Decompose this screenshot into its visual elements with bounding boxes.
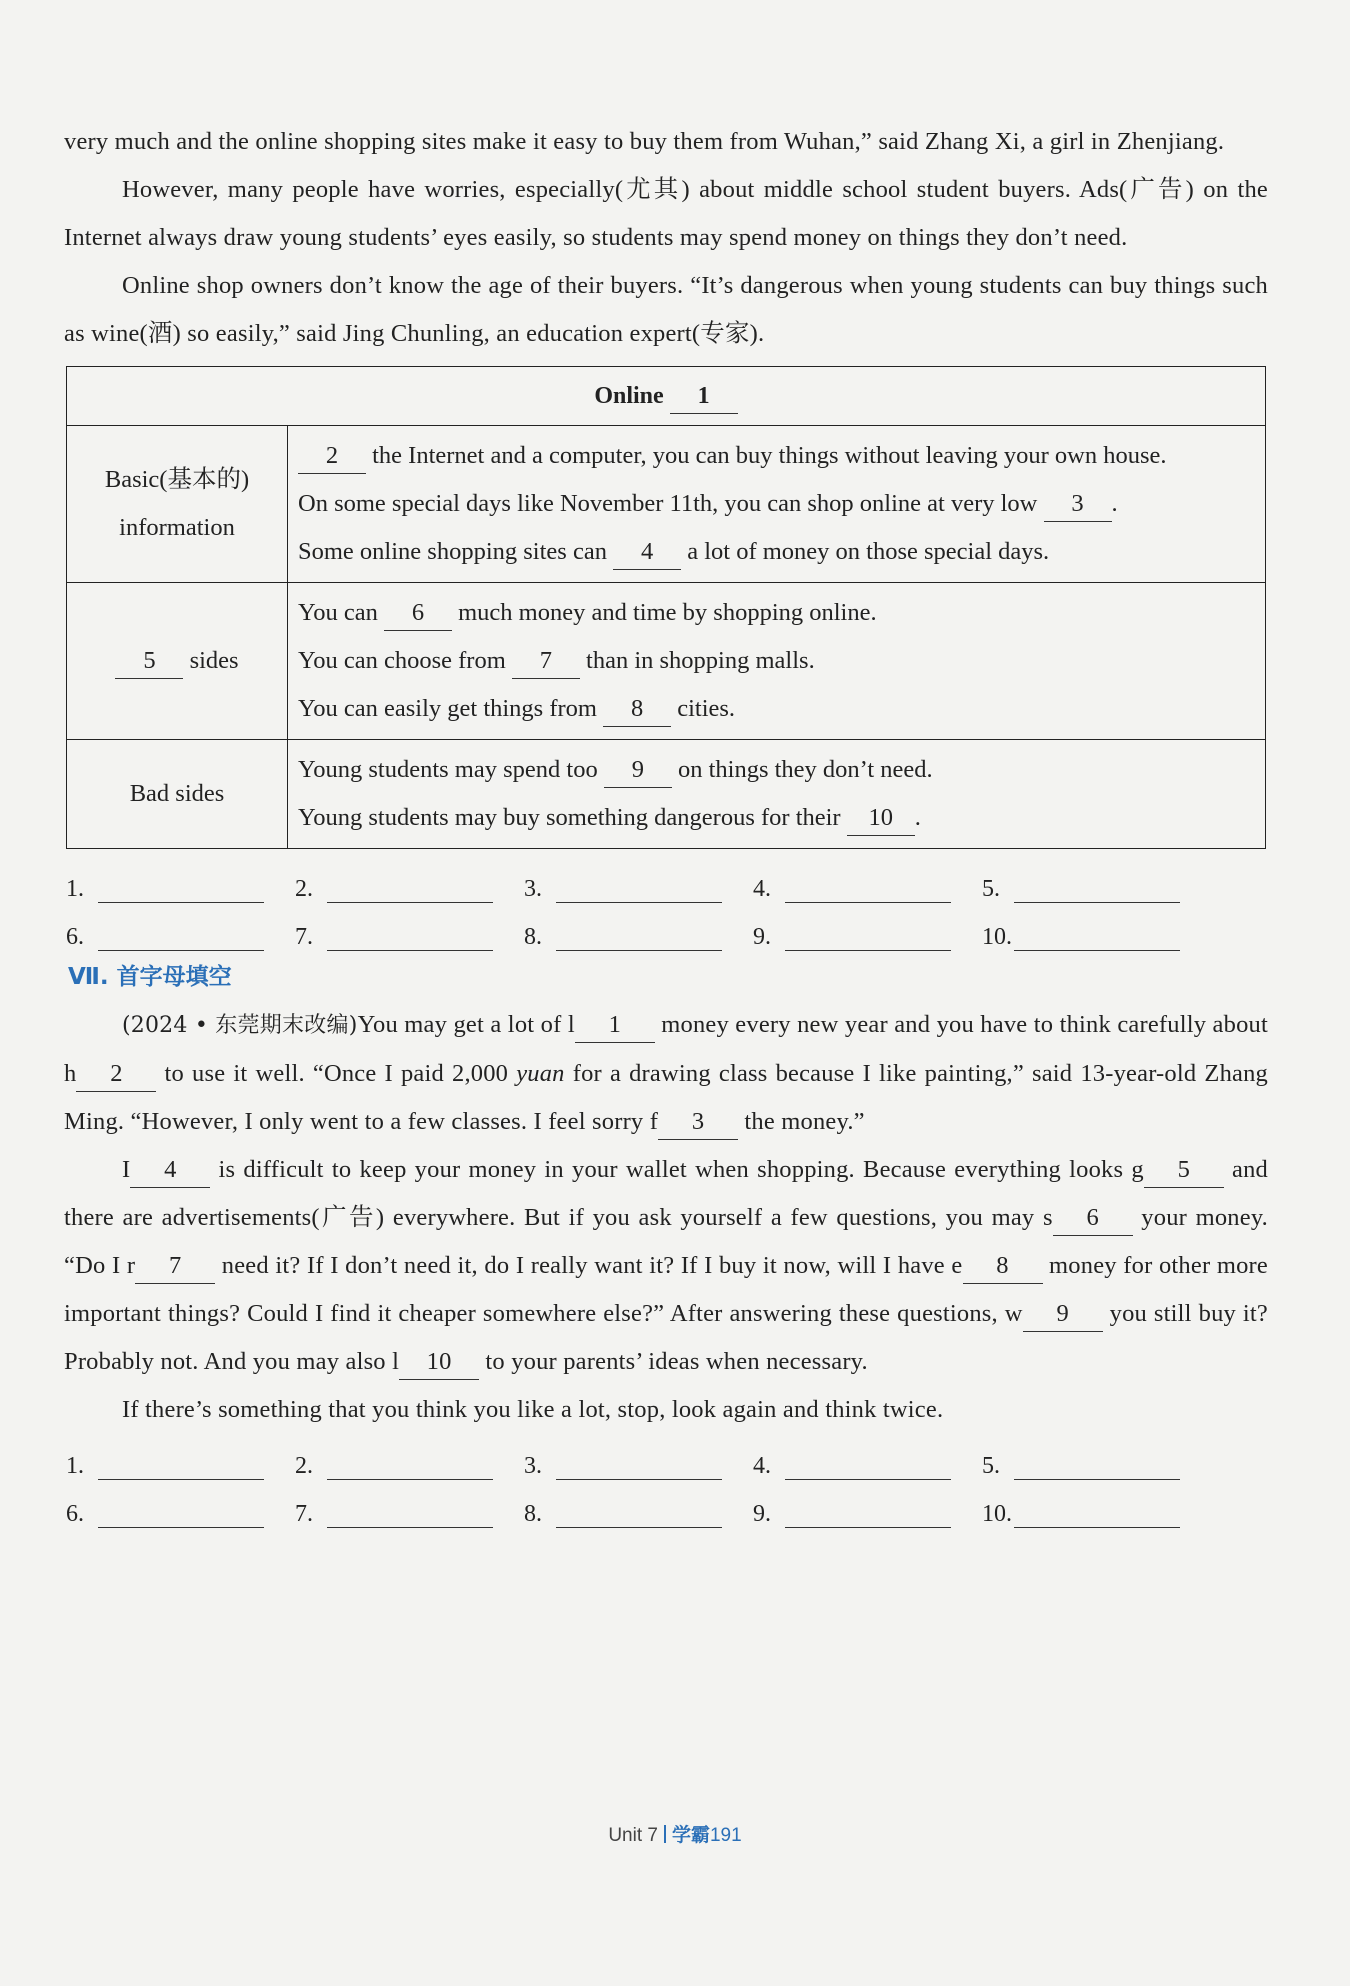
answer-lines-table (66, 861, 1268, 951)
blank-10: 10 (847, 801, 915, 836)
footer-divider (664, 1825, 666, 1843)
answer-slot[interactable]: 8. (524, 909, 753, 951)
page-number: 191 (709, 1825, 742, 1846)
table-row-basic (67, 426, 1266, 583)
table-line: 2 the Internet and a computer, you can buy things without leaving your own house. (298, 432, 1255, 480)
table-row-bad (67, 740, 1266, 849)
table-line: You can 6 much money and time by shopping online. (298, 589, 1255, 637)
section-7-paragraph-1: (2024 • 东莞期末改编)You may get a lot of l 1 money every new year and you have to think carefully about h 2 to use it well. “Once I paid 2,000 yuan for a drawing class because I like painting,” said 13-year-old Zhang Ming. “However, I only went to a few classes. I feel sorry f 3 the money.” (64, 1001, 1268, 1146)
summary-table (66, 366, 1266, 849)
blank-s10: 10 (399, 1345, 479, 1380)
passage-paragraph-2: However, many people have worries, especially(尤其) about middle school student buyers. Ads(广告) on the Internet always draw young students’ eyes easily, so students may spend money on things they don’t need. (64, 176, 1268, 251)
answer-slot[interactable]: 4. (753, 861, 982, 903)
passage-paragraph-3: Online shop owners don’t know the age of their buyers. “It’s dangerous when young students can buy things such as wine(酒) so easily,” said Jing Chunling, an education expert(专家). (64, 272, 1268, 347)
section-7-paragraph-2: I 4 is difficult to keep your money in your wallet when shopping. Because everything looks g 5 and there are advertisements(广告) everywhere. But if you ask yourself a few questions, you may s 6 your money. “Do I r 7 need it? If I don’t need it, do I really want it? If I buy it now, will I have e 8 money for other more important things? Could I find it cheaper somewhere else?” After answering these questions, w 9 you still buy it? Probably not. And you may also l 10 to your parents’ ideas when necessary. (64, 1146, 1268, 1386)
blank-4: 4 (613, 535, 681, 570)
answer-slot[interactable]: 9. (753, 1486, 982, 1528)
blank-s1: 1 (575, 1008, 655, 1043)
answer-slot[interactable]: 2. (295, 1438, 524, 1480)
answer-slot[interactable]: 8. (524, 1486, 753, 1528)
row-label-good: 5 sides (67, 583, 288, 740)
row-content-basic (288, 426, 1266, 583)
table-title (67, 367, 1266, 426)
table-line: You can easily get things from 8 cities. (298, 685, 1255, 733)
answer-slot[interactable]: 6. (66, 909, 295, 951)
answer-slot[interactable]: 9. (753, 909, 982, 951)
blank-7: 7 (512, 644, 580, 679)
page-footer (0, 1820, 1350, 1847)
answer-slot[interactable]: 3. (524, 861, 753, 903)
source-note: (2024 • 东莞期末改编) (122, 1013, 358, 1038)
table-row-good (67, 583, 1266, 740)
row-label-basic: Basic(基本的) information (67, 426, 288, 583)
answer-slot[interactable]: 1. (66, 1438, 295, 1480)
table-line: Young students may spend too 9 on things they don’t need. (298, 746, 1255, 794)
unit-label: Unit 7 (608, 1825, 658, 1846)
answer-slot[interactable]: 7. (295, 1486, 524, 1528)
answer-slot[interactable]: 7. (295, 909, 524, 951)
table-title-text: Online (594, 382, 664, 409)
blank-6: 6 (384, 596, 452, 631)
table-line: Some online shopping sites can 4 a lot of money on those special days. (298, 528, 1255, 576)
table-line: Young students may buy something dangerous for their 10 . (298, 794, 1255, 842)
blank-s8: 8 (963, 1249, 1043, 1284)
answer-slot[interactable]: 5. (982, 1438, 1211, 1480)
blank-9: 9 (604, 753, 672, 788)
answer-slot[interactable]: 3. (524, 1438, 753, 1480)
answer-slot[interactable]: 1. (66, 861, 295, 903)
answer-slot[interactable]: 2. (295, 861, 524, 903)
blank-s6: 6 (1053, 1201, 1133, 1236)
answer-slot[interactable]: 5. (982, 861, 1211, 903)
blank-s5: 5 (1144, 1153, 1224, 1188)
answer-lines-section-7 (66, 1438, 1268, 1528)
brand-logo: 学霸 (671, 1825, 710, 1846)
table-line: You can choose from 7 than in shopping malls. (298, 637, 1255, 685)
section-7-paragraph-3: If there’s something that you think you like a lot, stop, look again and think twice. (122, 1396, 944, 1423)
answer-slot[interactable]: 10. (982, 909, 1211, 951)
blank-2: 2 (298, 439, 366, 474)
answer-slot[interactable]: 6. (66, 1486, 295, 1528)
blank-s9: 9 (1023, 1297, 1103, 1332)
table-line: On some special days like November 11th, you can shop online at very low 3 . (298, 480, 1255, 528)
row-content-good (288, 583, 1266, 740)
answer-slot[interactable]: 4. (753, 1438, 982, 1480)
section-7-heading: Ⅶ. 首字母填空 (68, 964, 232, 990)
row-content-bad (288, 740, 1266, 849)
blank-s4: 4 (130, 1153, 210, 1188)
blank-s3: 3 (658, 1105, 738, 1140)
blank-5: 5 (115, 644, 183, 679)
blank-s7: 7 (135, 1249, 215, 1284)
blank-s2: 2 (76, 1057, 156, 1092)
row-label-bad: Bad sides (67, 740, 288, 849)
passage-paragraph-1: very much and the online shopping sites make it easy to buy them from Wuhan,” said Zhang Xi, a girl in Zhenjiang. (64, 128, 1225, 155)
blank-3: 3 (1044, 487, 1112, 522)
answer-slot[interactable]: 10. (982, 1486, 1211, 1528)
blank-8: 8 (603, 692, 671, 727)
blank-1: 1 (670, 379, 738, 414)
